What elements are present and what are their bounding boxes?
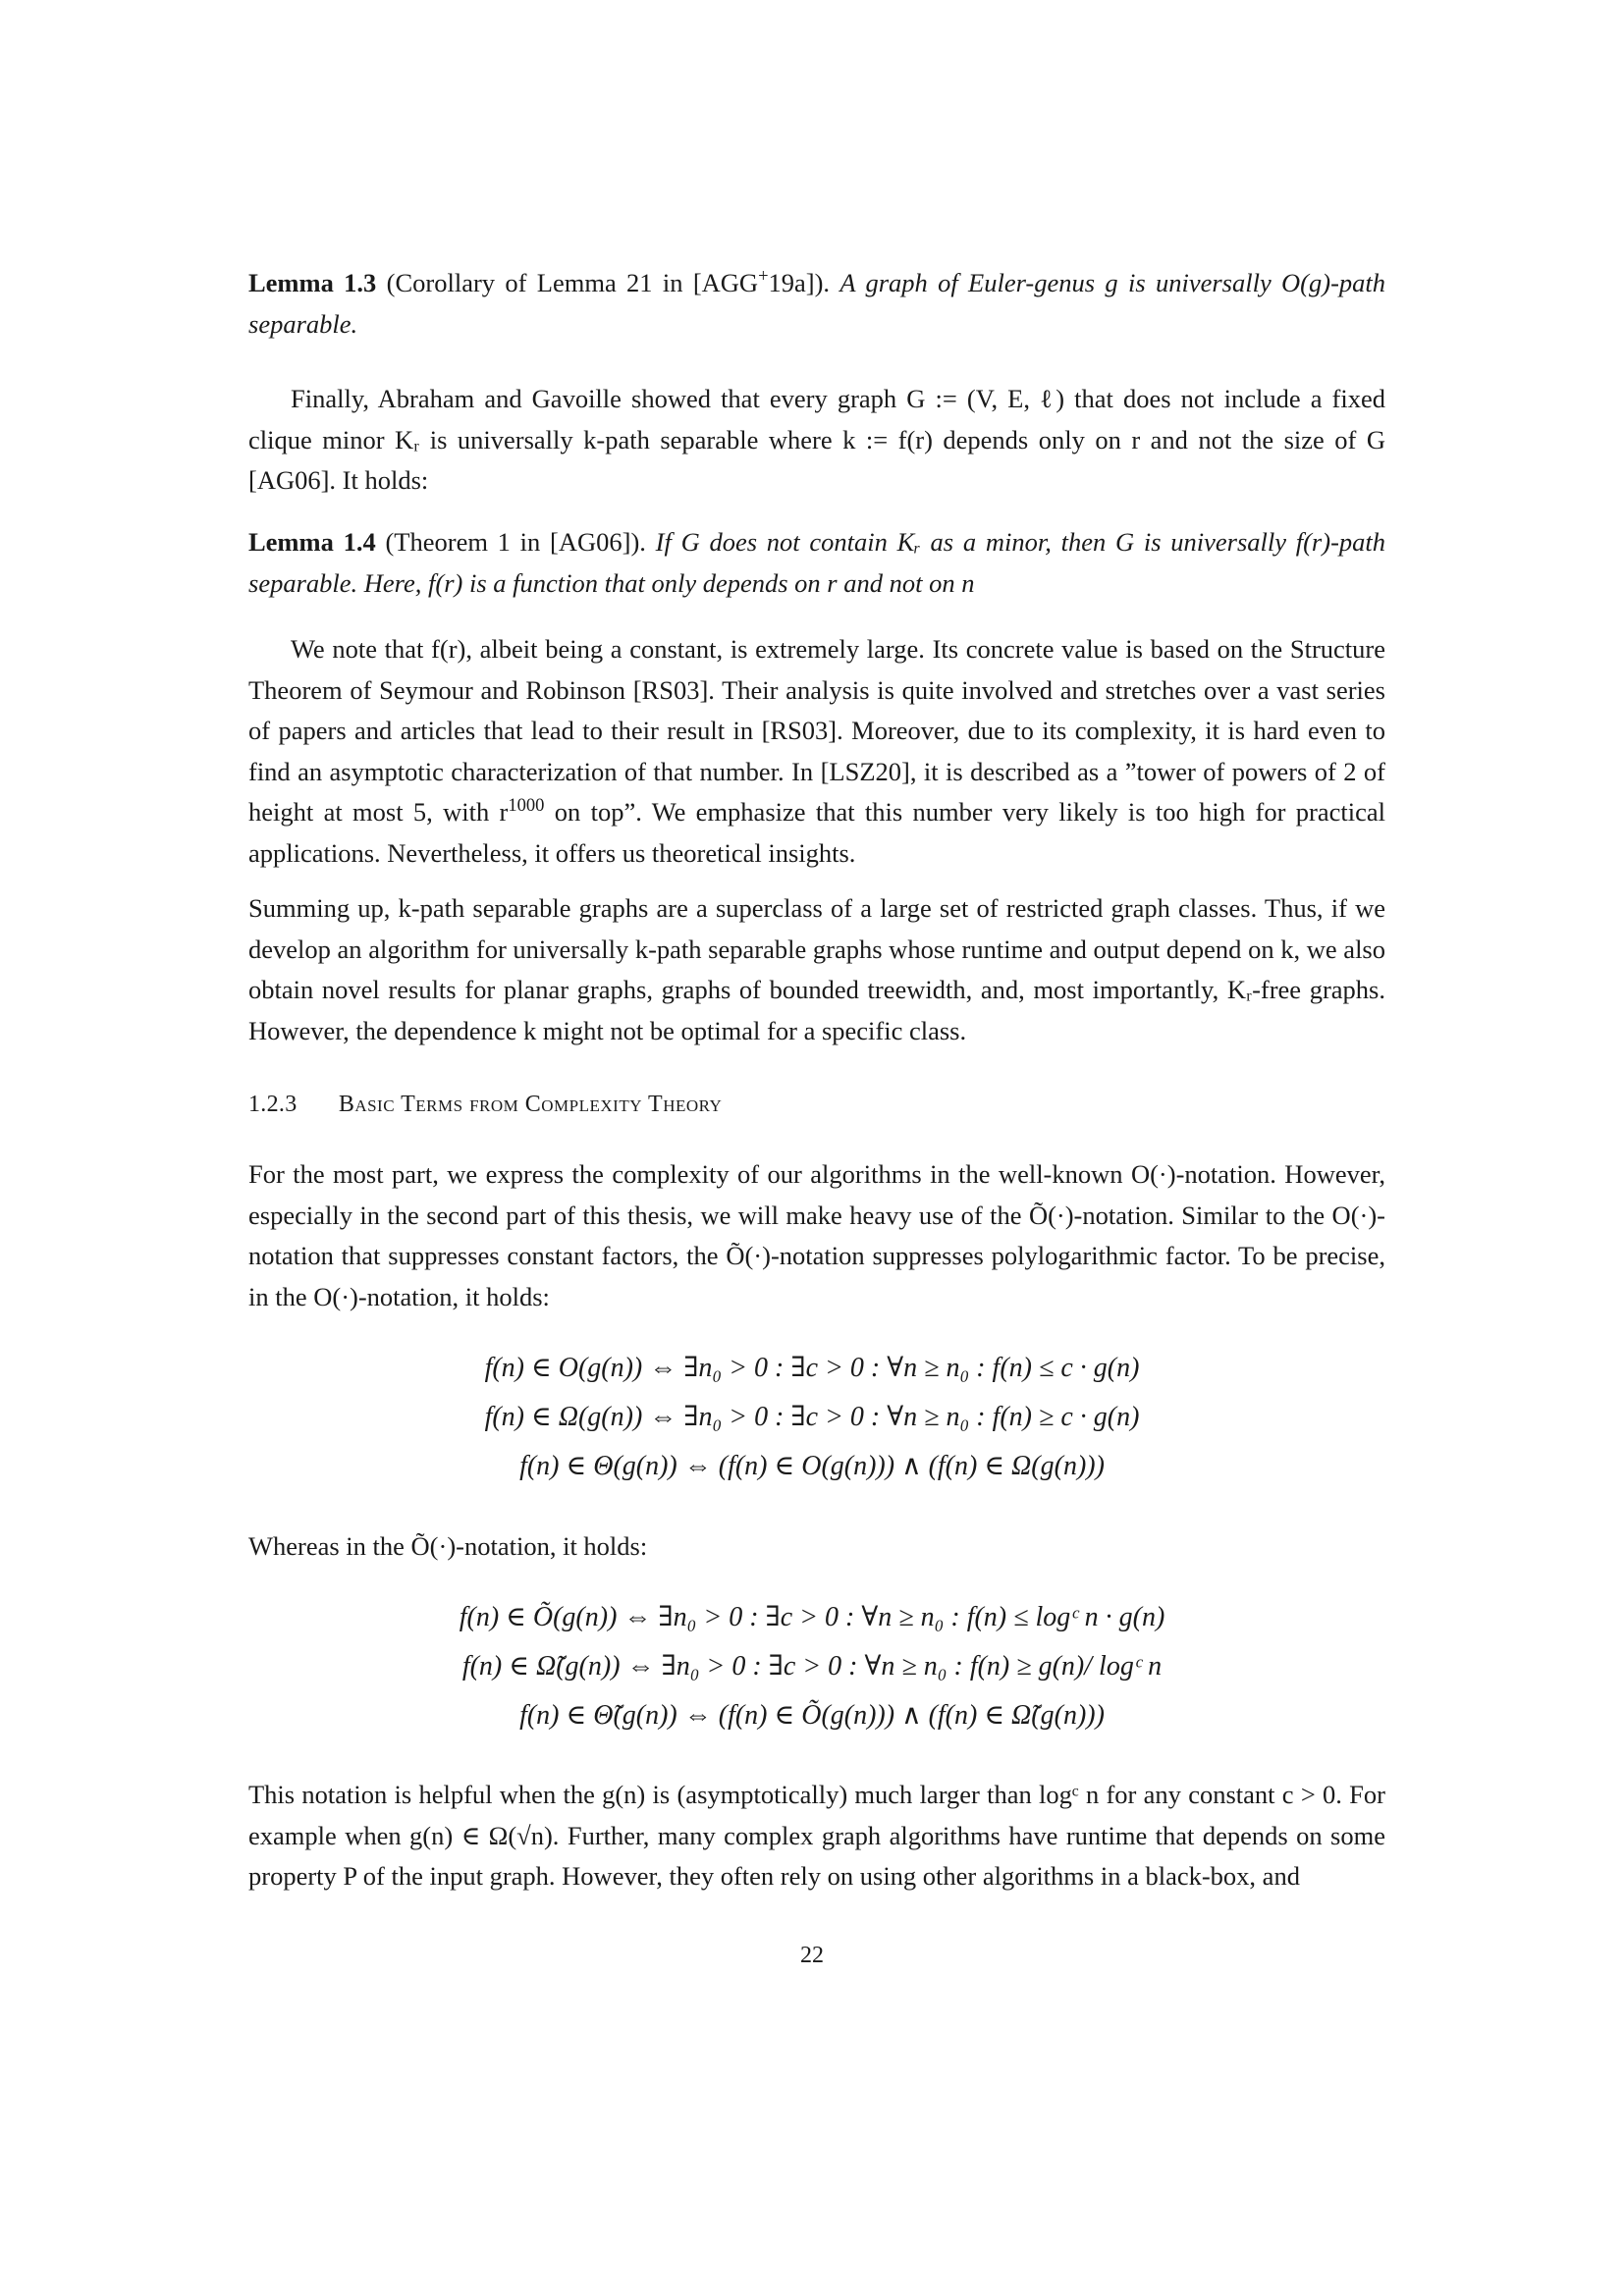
equation-line: f(n) ∈ Θ̃(g(n)) ⇔ (f(n) ∈ Õ(g(n))) ∧ (f(n) ∈ Ω̃(g(n))) <box>519 1700 1105 1731</box>
lemma-1-3-label: Lemma 1.3 <box>248 268 377 297</box>
lemma-1-4 <box>248 522 1385 604</box>
equation-line: f(n) ∈ Ω(g(n)) ⇔ ∃n₀ > 0 : ∃c > 0 : ∀n ≥ n₀ : f(n) ≥ c · g(n) <box>484 1402 1140 1432</box>
lemma-1-3-ref: (Corollary of Lemma 21 in [AGG+19a]). <box>386 265 831 297</box>
equation-line: f(n) ∈ Ω̃(g(n)) ⇔ ∃n₀ > 0 : ∃c > 0 : ∀n ≥ n₀ : f(n) ≥ g(n)/ logᶜ n <box>461 1651 1163 1682</box>
page-number: 22 <box>800 1943 824 1968</box>
section-heading <box>248 1092 722 1118</box>
lemma-1-3-statement: A graph of Euler-genus g is universally O(g)-path separable. <box>248 268 1386 339</box>
paragraph-summing-up: Summing up, k-path separable graphs are a superclass of a large set of restricted graph classes. Thus, if we develop an algorithm for universally k-path separable graphs whose runtime and output depend on k, we also obtain novel results for planar graphs, graphs of bounded treewidth, and, most importantly, Kᵣ-free graphs. However, the dependence k might not be optimal for a specific class. <box>248 893 1385 1045</box>
section-number: 1.2.3 <box>248 1092 298 1117</box>
lemma-1-4-label: Lemma 1.4 <box>248 527 376 557</box>
paragraph-soft-o: Whereas in the Õ(·)-notation, it holds: <box>248 1531 648 1561</box>
lemma-1-3 <box>248 263 1385 345</box>
paragraph-abraham-gavoille: Finally, Abraham and Gavoille showed that every graph G := (V, E, ℓ) that does not include a fixed clique minor Kᵣ is universally k-path separable where k := f(r) depends only on r and not the size of G [AG06]. It holds: <box>248 384 1385 495</box>
paragraph-notation-intro: For the most part, we express the complexity of our algorithms in the well-known O(·)-notation. However, especially in the second part of this thesis, we will make heavy use of the Õ(·)-notation. Similar to the O(·)-notation that suppresses constant factors, the Õ(·)-notation suppresses polylogarithmic factor. To be precise, in the O(·)-notation, it holds: <box>248 1159 1385 1311</box>
lemma-1-4-ref: (Theorem 1 in [AG06]). <box>385 527 646 557</box>
section-title: Basic Terms from Complexity Theory <box>338 1092 723 1117</box>
equation-line: f(n) ∈ Õ(g(n)) ⇔ ∃n₀ > 0 : ∃c > 0 : ∀n ≥ n₀ : f(n) ≤ logᶜ n · g(n) <box>459 1602 1165 1632</box>
equation-block-big-o <box>0 1344 1624 1491</box>
lemma-1-4-statement: If G does not contain Kᵣ as a minor, then G is universally f(r)-path separable. Here, f(r) is a function that only depends on r and not on n <box>248 527 1386 598</box>
equation-block-soft-o <box>0 1593 1624 1740</box>
equation-line: f(n) ∈ Θ(g(n)) ⇔ (f(n) ∈ O(g(n))) ∧ (f(n) ∈ Ω(g(n))) <box>519 1451 1105 1481</box>
paragraph-helpful-notation: This notation is helpful when the g(n) is (asymptotically) much larger than logᶜ n for any constant c > 0. For example when g(n) ∈ Ω(√n). Further, many complex graph algorithms have runtime that depends on some property P of the input graph. However, they often rely on using other algorithms in a black-box, and <box>248 1780 1385 1891</box>
equation-line: f(n) ∈ O(g(n)) ⇔ ∃n₀ > 0 : ∃c > 0 : ∀n ≥ n₀ : f(n) ≤ c · g(n) <box>484 1353 1140 1383</box>
paragraph-structure-theorem: We note that f(r), albeit being a constant, is extremely large. Its concrete value is based on the Structure Theorem of Seymour and Robinson [RS03]. Their analysis is quite involved and stretches over a vast series of papers and articles that lead to their result in [RS03]. Moreover, due to its complexity, it is hard even to find an asymptotic characterization of that number. In [LSZ20], it is described as a ”tower of powers of 2 of height at most 5, with $r^{1000}$ on top”. We emphasize that this number very likely is too high for practical applications. Nevertheless, it offers us theoretical insights. <box>248 634 1385 868</box>
